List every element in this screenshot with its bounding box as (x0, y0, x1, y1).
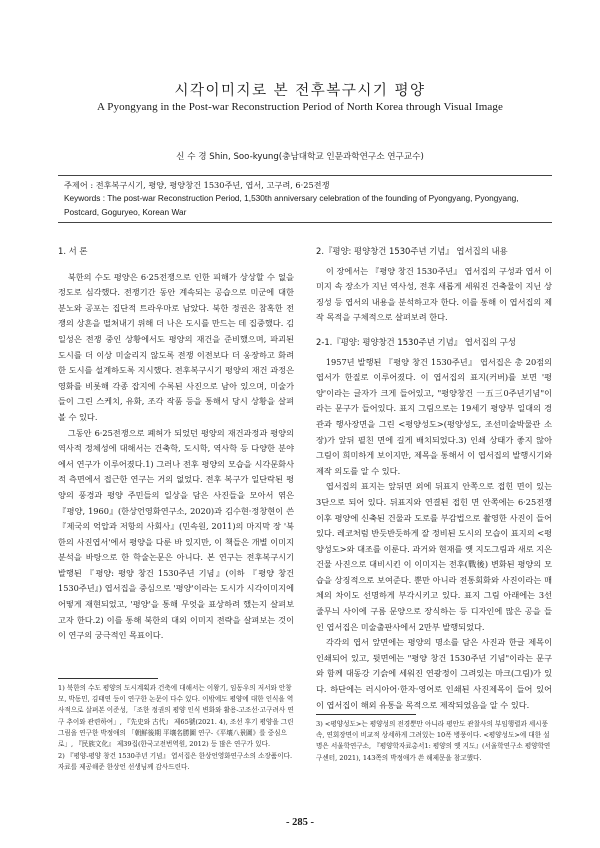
body-paragraph: 이 장에서는 『평양 창건 1530주년』 엽서집의 구성과 엽서 이미지 속 장소가 지닌 역사성, 전후 새롭게 세워진 건축물이 지닌 상징성 등 엽서의 내용을 분석하고자 한다. 이를 통해 이 엽서집의 제작 목적을 구체적으로 살펴보려 한다. (316, 265, 552, 323)
page-number: - 285 - (286, 817, 314, 828)
footnote-rule (58, 678, 158, 679)
keywords-korean: 주제어 : 전후복구시기, 평양, 평양창건 1530주년, 엽서, 고구려, 6·25전쟁 (64, 180, 330, 190)
footnotes-left (58, 683, 294, 775)
paper-title-english: A Pyongyang in the Post-war Reconstruction Period of North Korea through Visual Image (96, 101, 503, 113)
right-column (316, 244, 552, 713)
body-paragraph: 북한의 수도 평양은 6·25전쟁으로 인한 피해가 상상할 수 없을 정도로 심각했다. 전쟁기간 동안 계속되는 공습으로 미군에 대한 분노와 공포는 집단적 트라우마로 남았다. 북한 정권은 참혹한 전쟁의 상흔을 떨쳐내기 위해 더 나은 도시를 만드는 데 집중했다. 김일성은 전쟁 중인 상황에서도 평양의 재건을 준비했으며, 파괴된 도시를 더 이상 미술리지 않도록 전쟁 이전보다 더 웅장하고 화려한 도시를 설계하도록 지시했다. 전후복구시기 평양의 재건 과정은 영화를 비롯해 각종 잡지에 수록된 사진으로 남아 있으며, 미술가들이 그린 스케치, 유화, 조각 작품 등을 통해서 당시 상황을 살펴볼 수 있다. (58, 271, 294, 422)
body-paragraph: 그동안 6·25전쟁으로 폐허가 되었던 평양의 재건과정과 평양의 역사적 정체성에 대해서는 건축학, 도시학, 역사학 등 다양한 분야에서 연구가 이루어졌다.1) 그러나 전후 평양의 모습을 시각문화사적 측면에서 접근한 연구는 거의 없었다. 전후 복구가 일단락된 평양의 풍경과 평양 주민들의 일상을 담은 사진들을 모아서 엮은 『평양, 1960』(한상언영화연구소, 2020)과 김수현·정창현이 쓴 『제국의 억압과 저항의 사회사』(민속원, 2011)의 마지막 장 '북한의 사진엽서'에서 평양을 다룬 바 있지만, 이 책들은 개별 이미지 분석을 바탕으로 한 학술논문은 아니다. 본 연구는 전후복구시기 발행된 『평양: 평양 창건 1530주년 기념』(이하 『평양 창건 1530주년』) 엽서집을 중심으로 '평양'이라는 도시가 시각이미지에 어떻게 재현되었고, '평양'을 통해 무엇을 표상하려 했는지 살펴보고자 한다.2) 이를 통해 북한의 대외 이미지 전략을 살펴보는 것이 이 연구의 궁극적인 목표이다. (58, 427, 294, 641)
body-paragraph: 각각의 엽서 앞면에는 평양의 명소를 담은 사진과 한글 제목이 인쇄되어 있고, 뒷면에는 "평양 창건 1530주년 기념"이라는 문구와 함께 대동강 기슭에 세워진 연광정이 그려있는 마크(그림)가 있다. 하단에는 러시아어·한자·영어로 인쇄된 사진제목이 들어 있어 이 엽서집이 해외 유통을 목적으로 제작되었음을 알 수 있다. (316, 637, 552, 710)
paper-title-korean: 시각이미지로 본 전후복구시기 평양 (174, 83, 426, 99)
body-paragraph: 엽서집의 표지는 앞뒤면 외에 뒤표지 안쪽으로 접힌 면이 있는 3단으로 되어 있다. 뒤표지와 연결된 접힌 면 안쪽에는 6·25전쟁 이후 평양에 신축된 건물과 도로를 부감법으로 촬영한 사진이 들어있다. 레코처럼 반듯반듯하게 잘 정비된 도시의 모습이 표지의 <평양성도>와 대조를 이룬다. 과거와 현재를 옛 지도그림과 새로 지은 건물 사진으로 대비시킨 이 이미지는 전후(戰後) 변화된 평양의 모습을 상징적으로 보여준다. 뿐만 아니라 전통회화와 사진이라는 매체의 차이도 선명하게 부각시키고 있다. 표지 그림 아래에는 3선 줄무늬 사이에 구름 문양으로 장식하는 등 디자인에 많은 공을 들인 엽서집은 미술출판사에서 2만부 발행되었다. (316, 481, 552, 632)
section-heading-introduction: 1. 서 론 (58, 246, 88, 256)
footnote-3: 3) <평양성도>는 평양성의 전경뿐만 아니라 평안도 관찰사의 부임행렬과 세시풍속, 연회장면이 비교적 상세하게 그려있는 10폭 병풍이다. <평양성도>에 대한 설명은 서울학연구소, 『평양학자료총서1: 평양의 옛 지도』(서울학연구소 평양학연구센터, 2021), 143쪽의 박정애가 쓴 해제문을 참고했다. (316, 720, 551, 762)
left-column (58, 244, 294, 644)
keywords-top-rule (58, 175, 552, 176)
section-heading-postcard-contents: 2.『평양: 평양창건 1530주년 기념』 엽서집의 내용 (316, 246, 508, 256)
footnote-1: 1) 북한의 수도 평양의 도시계획과 건축에 대해서는 이왕기, 임동우의 저서와 안창모, 박동민, 김태연 등이 연구한 논문이 다수 있다. 이밖에도 평양에 대한 인식을 역사적으로 살펴본 이준성, 「조한 정권의 평양 인식 변화와 활용-고조선·고구려사 연구 추이와 관련하여」, 『先史와 古代』 제65號(2021. 4), 조선 후기 평양을 그린 그림을 연구한 박정애의 「朝鮮後期 平壤名勝圖 연구-《平壤八景圖》를 중심으로」, 『民族文化』 제39집(한국고전번역원, 2012) 등 많은 연구가 있다. (58, 684, 294, 749)
keywords-bottom-rule (58, 222, 552, 223)
keywords-english: Keywords : The post-war Reconstruction Period, 1,530th anniversary celebration of the founding of Pyongyang, Pyongyang, Postcard, Goguryeo, Korean War (64, 193, 519, 217)
footnote-rule (316, 714, 416, 715)
subsection-heading-composition: 2-1.『평양: 평양창건 1530주년 기념』 엽서집의 구성 (316, 336, 516, 347)
footnote-2: 2) 『평양-평양 창건 1530주년 기념』 엽서집은 한상언영화연구소의 소장품이다. 자료를 제공해준 한상언 선생님께 감사드린다. (58, 752, 293, 772)
body-paragraph: 1957년 발행된 『평양 창건 1530주년』 엽서집은 총 20점의 엽서가 한질로 이루어졌다. 이 엽서집의 표지(커버)를 보면 '평양'이라는 글자가 크게 들어있고, "평양창건 一五三0주년기념"이라는 문구가 들어있다. 표지 그림으로는 19세기 평양부 일대의 경관과 행사장면을 그린 <평양성도>(평양성도, 조선미술박물관 소장)가 앞뒤 펼친 면에 길게 배치되었다.3) 인쇄 상태가 좋지 않아 그림이 희미하게 보이지만, 제목을 통해서 이 엽서집의 발행시기와 제작 의도를 알 수 있다. (316, 356, 552, 476)
author-line: 신 수 경 Shin, Soo-kyung(충남대학교 인문과학연구소 연구교수) (176, 152, 424, 162)
footnotes-right (316, 719, 552, 765)
